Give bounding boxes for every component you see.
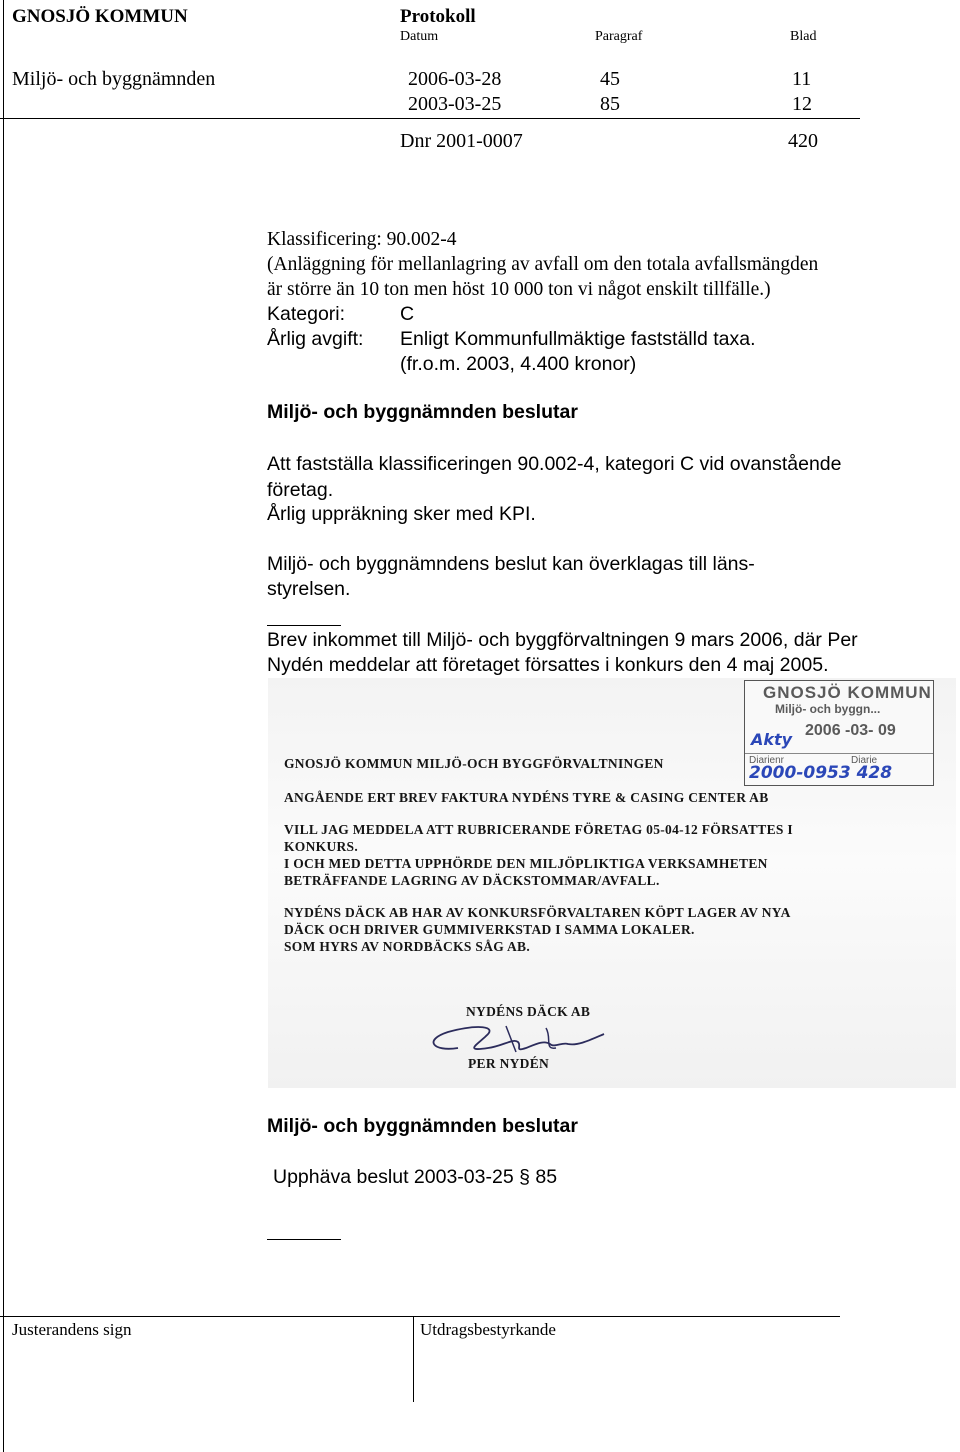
justerandens-sign-label: Justerandens sign (12, 1320, 132, 1339)
beslutar-heading-1: Miljö- och byggnämnden beslutar (267, 401, 578, 423)
stamp-divider (745, 753, 933, 754)
letter-line-8: DÄCK OCH DRIVER GUMMIVERKSTAD I SAMMA LOKALER. (284, 922, 695, 937)
letter-line-2: ANGÅENDE ERT BREV FAKTURA NYDÉNS TYRE & CASING CENTER AB (284, 790, 769, 805)
decision-line-2: företag. (267, 479, 334, 501)
handwritten-initials: Akty (751, 730, 793, 749)
kategori-value: C (400, 303, 415, 325)
letter-line-3: VILL JAG MEDDELA ATT RUBRICERANDE FÖRETAG 05-04-12 FÖRSATTES I (284, 822, 793, 837)
row2-blad: 12 (792, 93, 812, 115)
klassificering-line: Klassificering: 90.002-4 (267, 229, 457, 250)
col-paragraf-label: Paragraf (595, 29, 643, 44)
row1-datum: 2006-03-28 (408, 68, 502, 90)
stamp-date: 2006 -03- 09 (805, 722, 896, 739)
stamp-dept: Miljö- och byggn... (775, 702, 881, 716)
doc-type: Protokoll (400, 6, 476, 27)
row2-datum: 2003-03-25 (408, 93, 502, 115)
separator-short (267, 625, 341, 626)
left-margin-line (3, 0, 4, 1452)
decision2-text: Upphäva beslut 2003-03-25 § 85 (273, 1166, 558, 1188)
beslutar-heading-2: Miljö- och byggnämnden beslutar (267, 1115, 578, 1137)
committee-name: Miljö- och byggnämnden (12, 68, 216, 90)
dnr-number: 420 (788, 130, 818, 152)
appeal-line-2: styrelsen. (267, 578, 351, 600)
klassificering-desc-2: är större än 10 ton men höst 10 000 ton vi något enskilt tillfälle.) (267, 279, 771, 300)
letter-line-5: I OCH MED DETTA UPPHÖRDE DEN MILJÖPLIKTIGA VERKSAMHETEN (284, 856, 768, 871)
letter-line-7: NYDÉNS DÄCK AB HAR AV KONKURSFÖRVALTAREN KÖPT LAGER AV NYA (284, 905, 791, 920)
avgift-label: Årlig avgift: (267, 328, 364, 350)
row2-paragraf: 85 (600, 93, 620, 115)
letter-line-9: SOM HYRS AV NORDBÄCKS SÅG AB. (284, 939, 531, 954)
stamp-diarienr-label: Diarienr (749, 755, 785, 766)
appeal-line-1: Miljö- och byggnämndens beslut kan överklagas till läns- (267, 553, 755, 575)
stamp-diarie-label: Diarie (851, 755, 878, 766)
col-datum-label: Datum (400, 29, 439, 44)
decision-line-1: Att fastställa klassificeringen 90.002-4, kategori C vid ovanstående (267, 453, 842, 475)
signoff-name: PER NYDÉN (468, 1056, 550, 1071)
kategori-label: Kategori: (267, 303, 346, 325)
handwritten-number: 2000-0953 428 (749, 763, 893, 783)
col-blad-label: Blad (790, 29, 817, 44)
row1-paragraf: 45 (600, 68, 620, 90)
decision-line-3: Årlig uppräkning sker med KPI. (267, 503, 536, 525)
letter-intro-1: Brev inkommet till Miljö- och byggförvaltningen 9 mars 2006, där Per (267, 629, 858, 651)
klassificering-desc-1: (Anläggning för mellanlagring av avfall om den totala avfallsmängden (267, 254, 819, 275)
utdragsbestyrkande-label: Utdragsbestyrkande (420, 1320, 556, 1339)
org-name: GNOSJÖ KOMMUN (12, 6, 188, 27)
header-rule (0, 118, 860, 119)
letter-line-6: BETRÄFFANDE LAGRING AV DÄCKSTOMMAR/AVFALL. (284, 873, 660, 888)
avgift-value-2: (fr.o.m. 2003, 4.400 kronor) (400, 353, 637, 375)
footer-rule (0, 1316, 840, 1317)
scanned-letter (268, 678, 956, 1088)
signoff-company: NYDÉNS DÄCK AB (466, 1004, 591, 1019)
footer-divider (413, 1316, 414, 1402)
avgift-value-1: Enligt Kommunfullmäktige fastställd taxa. (400, 328, 756, 350)
stamp-org: GNOSJÖ KOMMUN (763, 683, 932, 702)
letter-line-1: GNOSJÖ KOMMUN MILJÖ-OCH BYGGFÖRVALTNINGEN (284, 756, 664, 771)
received-stamp (744, 680, 934, 786)
separator-short-2 (267, 1239, 341, 1240)
dnr: Dnr 2001-0007 (400, 130, 523, 152)
letter-intro-2: Nydén meddelar att företaget försattes i konkurs den 4 maj 2005. (267, 654, 829, 676)
row1-blad: 11 (792, 68, 812, 90)
letter-line-4: KONKURS. (284, 839, 359, 854)
